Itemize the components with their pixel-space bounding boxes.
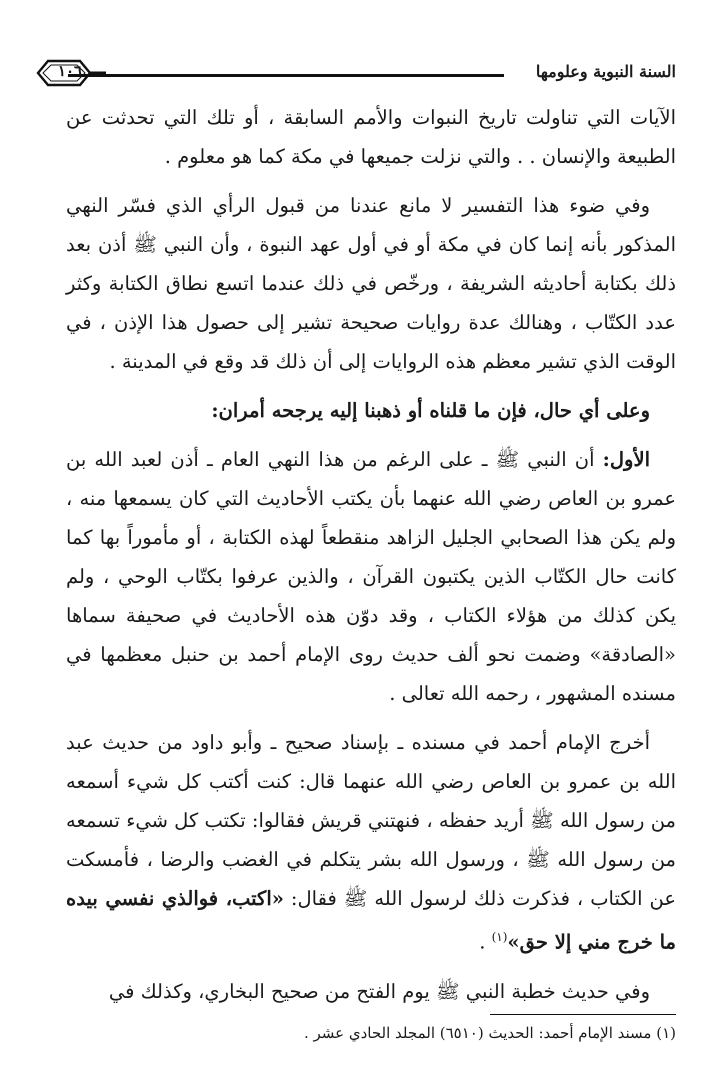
paragraph-1: الآيات التي تناولت تاريخ النبوات والأمم السابقة ، أو تلك التي تحدثت عن الطبيعة والإنسان . . والتي نزلت جميعها في مكة كما هو معلوم .: [66, 106, 676, 168]
paragraph-5: [66, 723, 676, 962]
page-number: ١٠٦: [57, 62, 83, 80]
footnote: (١) مسند الإمام أحمد: الحديث (٦٥١٠) المجلد الحادي عشر .: [303, 1024, 676, 1042]
paragraph-4: [66, 440, 676, 713]
paragraph-4-text: أن النبي ﷺ ـ على الرغم من هذا النهي العام ـ أذن لعبد الله بن عمرو بن العاص رضي الله عنهما بأن يكتب الأحاديث التي كان يسمعها منه ، ولم يكن هذا الصحابي الجليل الزاهد منقطعاً لهذه الكتابة ، أو مأموراً بها كما كانت حال الكتّاب الذين يكتبون القرآن ، والذين عرفوا بكتّاب الوحي ، ولم يكن كذلك من هؤلاء الكتاب ، وقد دوّن هذه الأحاديث في صحيفة سماها «الصادقة» وضمت نحو ألف حديث روى الإمام أحمد بن حنبل معظمها في مسنده المشهور ، رحمه الله تعالى .: [66, 448, 676, 705]
page-header: [40, 56, 676, 92]
footnote-marker: (١): [491, 930, 508, 944]
header-rule: [68, 74, 504, 77]
main-text: [66, 98, 676, 1021]
paragraph-5-end: .: [479, 930, 492, 954]
paragraph-5-text: أخرج الإمام أحمد في مسنده ـ بإسناد صحيح ـ وأبو داود من حديث عبد الله بن عمرو بن العاص رضي الله عنهما قال: كنت أكتب كل شيء أسمعه من رسول الله ﷺ أريد حفظه ، فنهتني قريش فقالوا: تكتب كل شيء تسمعه من رسول الله ﷺ ، ورسول الله بشر يتكلم في الغضب والرضا ، فأمسكت عن الكتاب ، فذكرت ذلك لرسول الله ﷺ فقال:: [66, 731, 676, 910]
paragraph-2: وفي ضوء هذا التفسير لا مانع عندنا من قبول الرأي الذي فسّر النهي المذكور بأنه إنما كان في مكة أو في أول عهد النبوة ، وأن النبي ﷺ أذن بعد ذلك بكتابة أحاديثه الشريفة ، ورخّص في ذلك عندما اتسع نطاق الكتابة وكثر عدد الكتّاب ، وهنالك عدة روايات صحيحة تشير إلى حصول هذا الإذن ، في الوقت الذي تشير معظم هذه الروايات إلى أن ذلك قد وقع في المدينة .: [66, 194, 676, 373]
paragraph-6: وفي حديث خطبة النبي ﷺ يوم الفتح من صحيح البخاري، وكذلك في: [108, 979, 650, 1003]
paragraph-3-heading: وعلى أي حال، فإن ما قلناه أو ذهبنا إليه يرجحه أمران:: [211, 399, 650, 422]
hadith-quote: «اكتب، فوالذي نفسي بيده ما خرج مني إلا حق»: [66, 887, 676, 954]
first-point-label: الأول:: [602, 448, 650, 471]
running-title: السنة النبوية وعلومها: [535, 62, 676, 81]
footnote-rule: [490, 1014, 676, 1015]
